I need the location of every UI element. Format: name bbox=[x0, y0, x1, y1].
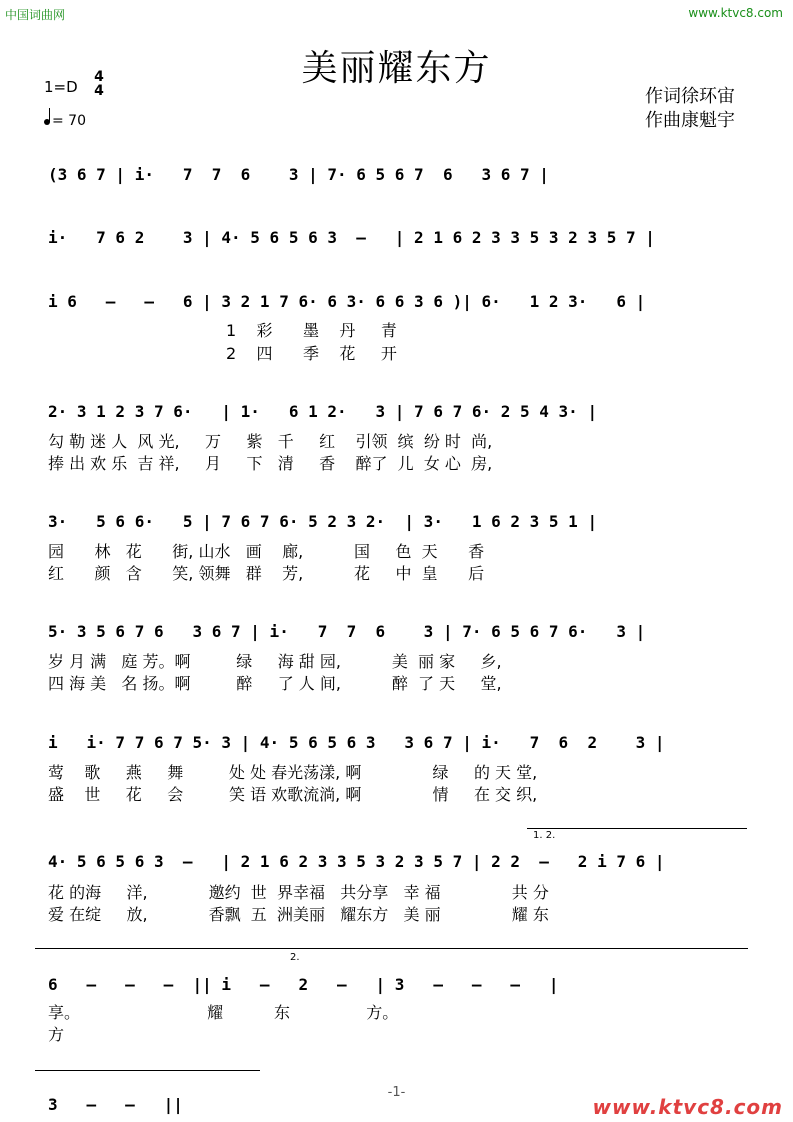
lyric-row-9-verse-2: 方 bbox=[48, 1025, 65, 1044]
lyric-row-6-verse-2: 四 海 美 名 扬。啊 醉 了 人 间, 醉 了 天 堂, bbox=[48, 674, 502, 693]
notation-row-8: 4· 5 6 5 6 3 – | 2 1 6 2 3 3 5 3 2 3 5 7 | 2 2 – 2 i 7 6 | bbox=[48, 852, 665, 871]
lyric-row-5-verse-2: 红 颜 含 笑, 领舞 群 芳, 花 中 皇 后 bbox=[48, 564, 485, 583]
watermark-left: 中国词曲网 bbox=[5, 8, 66, 22]
lyric-row-7-verse-1: 莺 歌 燕 舞 处 处 春光荡漾, 啊 绿 的 天 堂, bbox=[48, 763, 538, 782]
lyric-row-3-verse-1: 1 彩 墨 丹 青 bbox=[48, 321, 397, 340]
meter-top: 4 bbox=[94, 69, 104, 85]
volta-1-label: 1. 2. bbox=[533, 830, 556, 841]
notation-row-10: 3 – – || bbox=[48, 1095, 183, 1114]
lyric-row-4-verse-1: 勾 勒 迷 人 风 光, 万 紫 千 红 引领 缤 纷 时 尚, bbox=[48, 432, 493, 451]
notation-row-5: 3· 5 6 6· 5 | 7 6 7 6· 5 2 3 2· | 3· 1 6 2 3 5 1 | bbox=[48, 512, 598, 531]
lyricist-credit: 作词徐环宙 bbox=[645, 86, 735, 107]
notation-row-3: i 6 – – 6 | 3 2 1 7 6· 6 3· 6 6 3 6 )| 6· 1 2 3· 6 | bbox=[48, 292, 646, 311]
quarter-note-icon bbox=[44, 119, 50, 125]
notation-row-4: 2· 3 1 2 3 7 6· | 1· 6 1 2· 3 | 7 6 7 6· 2 5 4 3· | bbox=[48, 402, 598, 421]
composer-credit: 作曲康魁宇 bbox=[645, 110, 735, 131]
notation-row-6: 5· 3 5 6 7 6 3 6 7 | i· 7 7 6 3 | 7· 6 5 6 7 6· 3 | bbox=[48, 622, 646, 641]
lyric-row-7-verse-2: 盛 世 花 会 笑 语 欢歌流淌, 啊 情 在 交 织, bbox=[48, 785, 538, 804]
watermark-right: www.ktvc8.com bbox=[688, 6, 783, 20]
notation-row-9: 6 – – – || i – 2 – | 3 – – – | bbox=[48, 975, 559, 994]
time-signature bbox=[92, 70, 106, 98]
volta-2-label: 2. bbox=[290, 952, 300, 963]
notation-row-1: (3 6 7 | i· 7 7 6 3 | 7· 6 5 6 7 6 3 6 7 | bbox=[48, 165, 549, 184]
watermark-bottom-right: www.ktvc8.com bbox=[592, 1095, 783, 1119]
song-title: 美丽耀东方 bbox=[301, 48, 492, 89]
lyric-row-8-verse-1: 花 的海 洋, 邀约 世 界幸福 共分享 幸 福 共 分 bbox=[48, 883, 549, 902]
tempo-value: = 70 bbox=[52, 113, 86, 129]
meter-bottom: 4 bbox=[94, 83, 104, 99]
page-number: -1- bbox=[387, 1085, 406, 1100]
key-signature: 1=D bbox=[44, 78, 78, 96]
notation-row-2: i· 7 6 2 3 | 4· 5 6 5 6 3 – | 2 1 6 2 3 3 5 3 2 3 5 7 | bbox=[48, 228, 655, 247]
lyric-row-3-verse-2: 2 四 季 花 开 bbox=[48, 344, 397, 363]
lyric-row-8-verse-2: 爱 在绽 放, 香飘 五 洲美丽 耀东方 美 丽 耀 东 bbox=[48, 905, 549, 924]
notation-row-7: i i· 7 7 6 7 5· 3 | 4· 5 6 5 6 3 3 6 7 | i· 7 6 2 3 | bbox=[48, 733, 665, 752]
lyric-row-9-verse-1: 享。 耀 东 方。 bbox=[48, 1003, 399, 1022]
lyric-row-6-verse-1: 岁 月 满 庭 芳。啊 绿 海 甜 园, 美 丽 家 乡, bbox=[48, 652, 502, 671]
lyric-row-4-verse-2: 捧 出 欢 乐 吉 祥, 月 下 清 香 醉了 儿 女 心 房, bbox=[48, 454, 493, 473]
lyric-row-5-verse-1: 园 林 花 街, 山水 画 廊, 国 色 天 香 bbox=[48, 542, 485, 561]
tempo-marking bbox=[44, 113, 86, 129]
